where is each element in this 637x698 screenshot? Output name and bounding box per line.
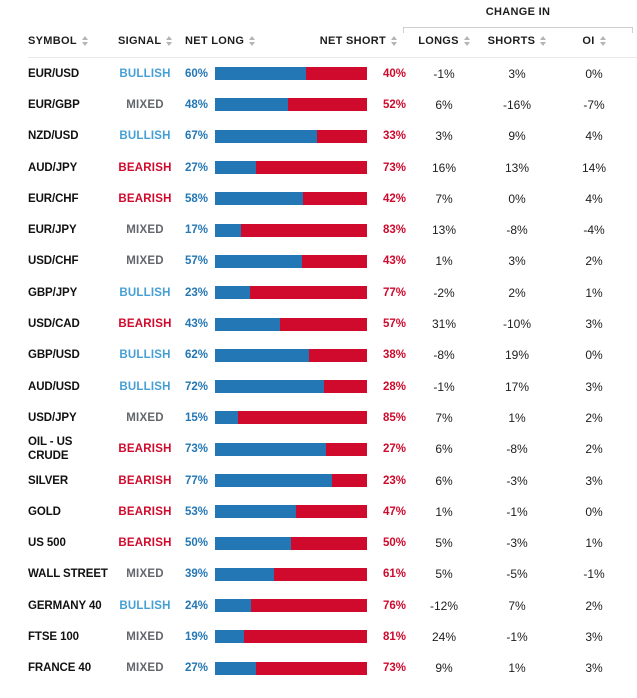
bar-long-segment	[215, 349, 309, 362]
bar-short-segment	[288, 98, 367, 111]
bar-long-segment	[215, 568, 274, 581]
net-long-value: 53%	[185, 505, 209, 518]
table-row[interactable]	[0, 434, 637, 465]
longs-value: -8%	[433, 348, 455, 363]
bar-long-segment	[215, 537, 291, 550]
signal-cell: BEARISH	[118, 161, 172, 174]
sort-icon[interactable]	[166, 36, 172, 46]
column-header-net-long-label: NET LONG	[185, 35, 245, 47]
column-header-symbol-label: SYMBOL	[28, 35, 77, 47]
shorts-value: -3%	[506, 473, 528, 488]
net-long-value: 50%	[185, 537, 209, 550]
oi-value: 3%	[585, 379, 603, 394]
table-row[interactable]	[0, 371, 637, 402]
bar-short-segment	[250, 286, 367, 299]
symbol-cell[interactable]: SILVER	[28, 474, 69, 487]
symbol-cell[interactable]: US 500	[28, 537, 66, 550]
net-short-value: 23%	[383, 474, 407, 487]
sort-icon[interactable]	[82, 36, 88, 46]
sentiment-bar	[215, 411, 367, 424]
bar-short-segment	[324, 380, 367, 393]
shorts-value: -16%	[502, 97, 531, 112]
net-short-value: 81%	[383, 630, 407, 643]
net-long-value: 23%	[185, 286, 209, 299]
table-row[interactable]	[0, 89, 637, 120]
oi-value: 0%	[585, 504, 603, 519]
net-long-value: 27%	[185, 161, 209, 174]
symbol-cell[interactable]: EUR/USD	[28, 67, 80, 80]
net-long-value: 15%	[185, 411, 209, 424]
net-long-value: 24%	[185, 599, 209, 612]
table-row[interactable]	[0, 308, 637, 339]
net-long-value: 62%	[185, 349, 209, 362]
bar-long-segment	[215, 192, 303, 205]
shorts-value: -3%	[506, 536, 528, 551]
sentiment-bar	[215, 318, 367, 331]
table-row[interactable]	[0, 621, 637, 652]
column-header-net-long[interactable]	[185, 35, 245, 47]
signal-cell: BULLISH	[119, 130, 171, 143]
net-short-value: 61%	[383, 568, 407, 581]
bar-long-segment	[215, 474, 332, 487]
shorts-value: -5%	[506, 567, 528, 582]
net-short-value: 50%	[383, 537, 407, 550]
net-short-value: 85%	[383, 411, 407, 424]
sentiment-bar	[215, 568, 367, 581]
longs-value: -1%	[433, 66, 455, 81]
signal-cell: BEARISH	[118, 474, 172, 487]
table-row[interactable]	[0, 527, 637, 558]
table-row[interactable]	[0, 653, 637, 684]
longs-value: 7%	[435, 191, 453, 206]
table-row[interactable]	[0, 58, 637, 89]
oi-value: 0%	[585, 348, 603, 363]
column-header-longs[interactable]	[413, 35, 475, 47]
bar-long-segment	[215, 318, 280, 331]
symbol-cell[interactable]: EUR/GBP	[28, 98, 80, 111]
oi-value: 2%	[585, 410, 603, 425]
bar-long-segment	[215, 662, 256, 675]
oi-value: -1%	[583, 567, 605, 582]
net-short-value: 73%	[383, 161, 407, 174]
shorts-value: 9%	[508, 129, 526, 144]
signal-cell: MIXED	[126, 568, 164, 581]
net-short-value: 27%	[383, 443, 407, 456]
net-short-value: 47%	[383, 505, 407, 518]
column-header-oi-label: OI	[582, 35, 595, 47]
symbol-cell[interactable]: EUR/CHF	[28, 192, 79, 205]
sentiment-bar	[215, 380, 367, 393]
longs-value: 31%	[431, 317, 457, 332]
bar-short-segment	[332, 474, 367, 487]
column-header-symbol[interactable]	[28, 35, 113, 47]
bar-short-segment	[302, 255, 367, 268]
column-header-net-short-label: NET SHORT	[319, 35, 386, 47]
bar-short-segment	[317, 130, 367, 143]
oi-value: 2%	[585, 254, 603, 269]
bar-short-segment	[244, 630, 367, 643]
shorts-value: 1%	[508, 410, 526, 425]
sentiment-bar	[215, 286, 367, 299]
sentiment-bar	[215, 349, 367, 362]
table-row[interactable]	[0, 496, 637, 527]
column-header-signal[interactable]	[113, 35, 177, 47]
bar-long-segment	[215, 98, 288, 111]
net-long-value: 60%	[185, 67, 209, 80]
sentiment-bar	[215, 255, 367, 268]
signal-cell: MIXED	[126, 224, 164, 237]
net-short-value: 77%	[383, 286, 407, 299]
signal-cell: MIXED	[126, 411, 164, 424]
net-long-value: 58%	[185, 192, 209, 205]
header-divider	[28, 57, 637, 58]
symbol-cell[interactable]: GBP/JPY	[28, 286, 78, 299]
signal-cell: MIXED	[126, 98, 164, 111]
shorts-value: 3%	[508, 254, 526, 269]
shorts-value: 1%	[508, 661, 526, 676]
signal-cell: MIXED	[126, 255, 164, 268]
oi-value: 2%	[585, 442, 603, 457]
table-header	[0, 0, 637, 58]
longs-value: 5%	[435, 536, 453, 551]
change-in-label: CHANGE IN	[485, 6, 551, 18]
bar-long-segment	[215, 505, 296, 518]
sort-icon[interactable]	[464, 36, 470, 46]
longs-value: 1%	[435, 254, 453, 269]
net-long-value: 48%	[185, 98, 209, 111]
longs-value: 6%	[435, 97, 453, 112]
net-short-value: 73%	[383, 662, 407, 675]
oi-value: 3%	[585, 317, 603, 332]
symbol-cell[interactable]: USD/CAD	[28, 318, 80, 331]
longs-value: 3%	[435, 129, 453, 144]
net-long-value: 17%	[185, 224, 209, 237]
longs-value: -12%	[429, 598, 458, 613]
longs-value: 6%	[435, 473, 453, 488]
bar-long-segment	[215, 286, 250, 299]
bar-short-segment	[291, 537, 367, 550]
bar-short-segment	[309, 349, 367, 362]
shorts-value: 3%	[508, 66, 526, 81]
symbol-cell[interactable]: WALL STREET	[28, 568, 108, 581]
table-row[interactable]	[0, 183, 637, 214]
bar-long-segment	[215, 599, 251, 612]
shorts-value: -8%	[506, 442, 528, 457]
net-long-value: 43%	[185, 318, 209, 331]
net-short-value: 57%	[383, 318, 407, 331]
shorts-value: 7%	[508, 598, 526, 613]
bar-short-segment	[256, 161, 367, 174]
symbol-cell[interactable]: USD/CHF	[28, 255, 79, 268]
longs-value: -1%	[433, 379, 455, 394]
shorts-value: 19%	[504, 348, 530, 363]
symbol-cell[interactable]: GOLD	[28, 505, 61, 518]
table-row[interactable]	[0, 277, 637, 308]
column-header-row	[0, 32, 637, 50]
symbol-cell[interactable]: USD/JPY	[28, 411, 77, 424]
bar-long-segment	[215, 630, 244, 643]
oi-value: 1%	[585, 285, 603, 300]
sort-icon[interactable]	[391, 36, 397, 46]
sentiment-bar	[215, 98, 367, 111]
bar-long-segment	[215, 411, 238, 424]
symbol-cell[interactable]: NZD/USD	[28, 130, 79, 143]
oi-value: 3%	[585, 473, 603, 488]
table-body	[0, 58, 637, 684]
net-short-value: 33%	[383, 130, 407, 143]
bar-short-segment	[241, 224, 367, 237]
bar-long-segment	[215, 443, 326, 456]
table-row[interactable]	[0, 214, 637, 245]
bar-short-segment	[306, 67, 367, 80]
shorts-value: -1%	[506, 504, 528, 519]
oi-value: 4%	[585, 129, 603, 144]
net-short-value: 76%	[383, 599, 407, 612]
bar-short-segment	[326, 443, 367, 456]
signal-cell: BULLISH	[119, 67, 171, 80]
signal-cell: BULLISH	[119, 599, 171, 612]
bar-short-segment	[280, 318, 367, 331]
oi-value: -4%	[583, 223, 605, 238]
shorts-value: 2%	[508, 285, 526, 300]
bar-short-segment	[303, 192, 367, 205]
table-row[interactable]	[0, 121, 637, 152]
oi-value: 0%	[585, 66, 603, 81]
sentiment-bar	[215, 192, 367, 205]
shorts-value: -8%	[506, 223, 528, 238]
oi-value: 14%	[581, 160, 607, 175]
table-row[interactable]	[0, 340, 637, 371]
net-long-value: 77%	[185, 474, 209, 487]
column-header-net-short[interactable]	[215, 35, 413, 47]
signal-cell: BEARISH	[118, 505, 172, 518]
longs-value: 24%	[431, 629, 457, 644]
signal-cell: BEARISH	[118, 318, 172, 331]
signal-cell: BEARISH	[118, 537, 172, 550]
sentiment-bar	[215, 161, 367, 174]
sort-icon[interactable]	[540, 36, 546, 46]
signal-cell: BULLISH	[119, 349, 171, 362]
net-long-value: 72%	[185, 380, 209, 393]
oi-value: 4%	[585, 191, 603, 206]
longs-value: 16%	[431, 160, 457, 175]
net-long-value: 67%	[185, 130, 209, 143]
bar-short-segment	[251, 599, 367, 612]
sentiment-bar	[215, 474, 367, 487]
net-short-value: 52%	[383, 98, 407, 111]
net-long-value: 27%	[185, 662, 209, 675]
signal-cell: MIXED	[126, 662, 164, 675]
symbol-cell[interactable]: EUR/JPY	[28, 224, 77, 237]
signal-cell: MIXED	[126, 630, 164, 643]
net-short-value: 43%	[383, 255, 407, 268]
signal-cell: BEARISH	[118, 192, 172, 205]
bar-short-segment	[256, 662, 367, 675]
net-long-value: 39%	[185, 568, 209, 581]
column-header-shorts-label: SHORTS	[487, 35, 536, 47]
bar-long-segment	[215, 161, 256, 174]
longs-value: 9%	[435, 661, 453, 676]
signal-cell: BULLISH	[119, 380, 171, 393]
signal-cell: BEARISH	[118, 443, 172, 456]
bar-long-segment	[215, 130, 317, 143]
sentiment-bar	[215, 662, 367, 675]
symbol-cell[interactable]: OIL - US CRUDE	[28, 436, 73, 463]
longs-value: 13%	[431, 223, 457, 238]
column-header-oi[interactable]	[559, 35, 629, 47]
net-long-value: 19%	[185, 630, 209, 643]
longs-value: 1%	[435, 504, 453, 519]
longs-value: 7%	[435, 410, 453, 425]
net-long-value: 57%	[185, 255, 209, 268]
oi-value: 2%	[585, 598, 603, 613]
oi-value: 3%	[585, 661, 603, 676]
column-header-longs-label: LONGS	[418, 35, 459, 47]
shorts-value: 17%	[504, 379, 530, 394]
bar-long-segment	[215, 224, 241, 237]
bar-long-segment	[215, 67, 306, 80]
column-header-signal-label: SIGNAL	[118, 35, 162, 47]
signal-cell: BULLISH	[119, 286, 171, 299]
sentiment-bar	[215, 67, 367, 80]
oi-value: 1%	[585, 536, 603, 551]
bar-long-segment	[215, 380, 324, 393]
shorts-value: -10%	[502, 317, 531, 332]
oi-value: 3%	[585, 629, 603, 644]
net-long-value: 73%	[185, 443, 209, 456]
oi-value: -7%	[583, 97, 605, 112]
net-short-value: 42%	[383, 192, 407, 205]
bar-long-segment	[215, 255, 302, 268]
net-short-value: 83%	[383, 224, 407, 237]
net-short-value: 40%	[383, 67, 407, 80]
sentiment-bar	[215, 443, 367, 456]
sentiment-bar	[215, 505, 367, 518]
symbol-cell[interactable]: GBP/USD	[28, 349, 80, 362]
bar-short-segment	[238, 411, 367, 424]
net-short-value: 28%	[383, 380, 407, 393]
symbol-cell[interactable]: AUD/JPY	[28, 161, 78, 174]
symbol-cell[interactable]: FRANCE 40	[28, 662, 92, 675]
net-short-value: 38%	[383, 349, 407, 362]
sort-icon[interactable]	[600, 36, 606, 46]
table-row[interactable]	[0, 590, 637, 621]
column-header-shorts[interactable]	[475, 35, 559, 47]
longs-value: 6%	[435, 442, 453, 457]
sentiment-bar	[215, 130, 367, 143]
shorts-value: 13%	[504, 160, 530, 175]
table-row[interactable]	[0, 402, 637, 433]
sentiment-bar	[215, 224, 367, 237]
symbol-cell[interactable]: AUD/USD	[28, 380, 80, 393]
table-row[interactable]	[0, 559, 637, 590]
shorts-value: -1%	[506, 629, 528, 644]
sentiment-bar	[215, 599, 367, 612]
bar-short-segment	[296, 505, 367, 518]
longs-value: 5%	[435, 567, 453, 582]
longs-value: -2%	[433, 285, 455, 300]
sentiment-bar	[215, 630, 367, 643]
symbol-cell[interactable]: FTSE 100	[28, 630, 79, 643]
table-row[interactable]	[0, 465, 637, 496]
bar-short-segment	[274, 568, 367, 581]
shorts-value: 0%	[508, 191, 526, 206]
symbol-cell[interactable]: GERMANY 40	[28, 599, 102, 612]
table-row[interactable]	[0, 246, 637, 277]
sentiment-bar	[215, 537, 367, 550]
table-row[interactable]	[0, 152, 637, 183]
